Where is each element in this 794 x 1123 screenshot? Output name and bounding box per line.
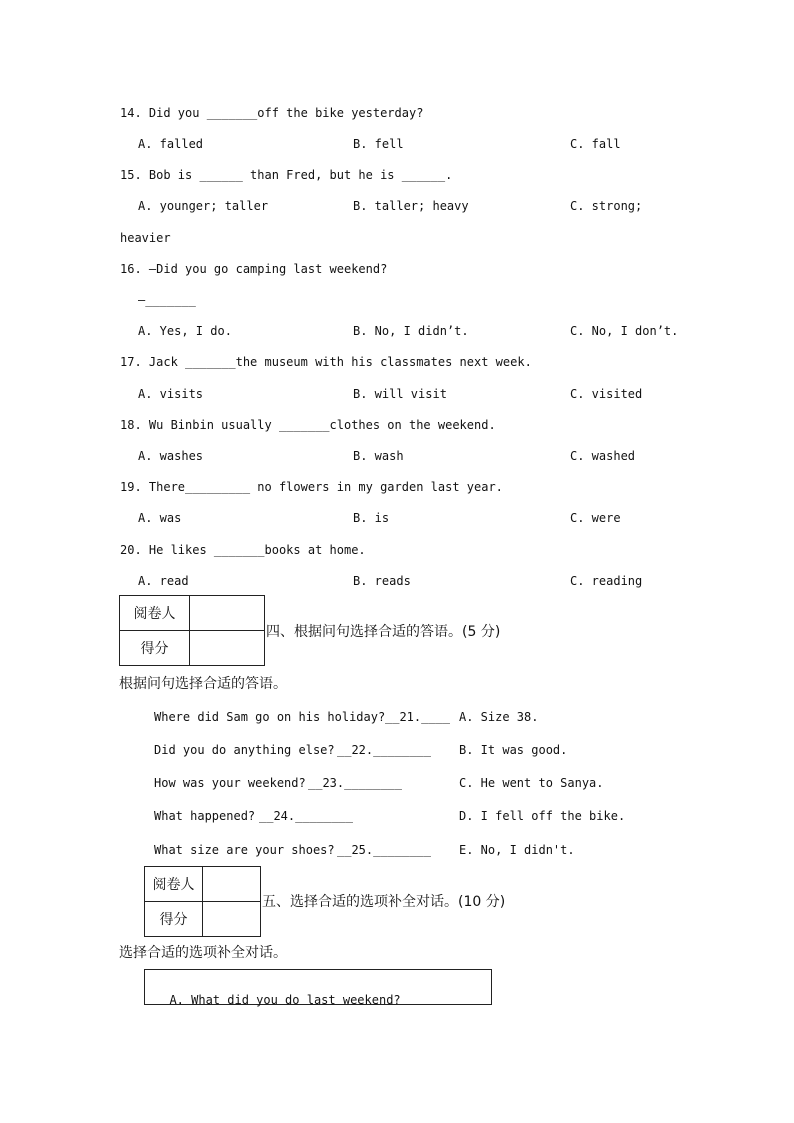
question-20-option-b: B. reads — [353, 574, 411, 588]
matching-answer-e: E. No, I didn't. — [459, 843, 575, 857]
section-4-score-table — [119, 595, 265, 666]
section-5-title: 五、选择合适的选项补全对话。(10 分) — [262, 894, 506, 910]
question-15-option-a: A. younger; taller — [138, 199, 269, 213]
grader-cell — [203, 867, 261, 902]
dialogue-option-a: A. What did you do last weekend? — [169, 993, 401, 1007]
question-16-option-b: B. No, I didn’t. — [353, 324, 469, 338]
question-15-option-b: B. taller; heavy — [353, 199, 469, 213]
question-17-option-a: A. visits — [138, 387, 204, 401]
question-15-option-c: C. strong; — [570, 199, 643, 213]
matching-answer-c: C. He went to Sanya. — [459, 776, 604, 790]
matching-answer-d: D. I fell off the bike. — [459, 809, 626, 823]
matching-blank-23: __23.________ — [308, 776, 402, 790]
question-18-option-c: C. washed — [570, 449, 636, 463]
question-16-option-c: C. No, I don’t. — [570, 324, 679, 338]
question-14-option-a: A. falled — [138, 137, 204, 151]
question-17-stem: 17. Jack _______the museum with his classmates next week. — [120, 355, 532, 369]
question-14-option-c: C. fall — [570, 137, 621, 151]
question-15-option-c-continued: heavier — [120, 231, 171, 245]
score-label: 得分 — [145, 902, 203, 937]
matching-blank-24: __24.________ — [259, 809, 353, 823]
question-19-option-b: B. is — [353, 511, 390, 525]
grader-cell — [190, 596, 265, 631]
question-19-option-c: C. were — [570, 511, 621, 525]
question-18-option-a: A. washes — [138, 449, 204, 463]
matching-question-25: What size are your shoes? — [154, 843, 335, 857]
question-20-option-c: C. reading — [570, 574, 643, 588]
question-18-option-b: B. wash — [353, 449, 404, 463]
question-14-stem: 14. Did you _______off the bike yesterday? — [120, 106, 424, 120]
question-15-stem: 15. Bob is ______ than Fred, but he is ______. — [120, 168, 453, 182]
section-4-title: 四、根据问句选择合适的答语。(5 分) — [266, 624, 501, 640]
question-16-answer-blank: —_______ — [138, 293, 196, 307]
matching-question-22: Did you do anything else? — [154, 743, 335, 757]
question-19-option-a: A. was — [138, 511, 182, 525]
grader-label: 阅卷人 — [120, 596, 190, 631]
question-14-option-b: B. fell — [353, 137, 404, 151]
matching-answer-b: B. It was good. — [459, 743, 568, 757]
question-19-stem: 19. There_________ no flowers in my garden last year. — [120, 480, 503, 494]
score-cell — [203, 902, 261, 937]
section-5-instruction: 选择合适的选项补全对话。 — [119, 945, 287, 961]
question-20-option-a: A. read — [138, 574, 189, 588]
question-16-stem: 16. —Did you go camping last weekend? — [120, 262, 388, 276]
question-17-option-b: B. will visit — [353, 387, 447, 401]
section-4-instruction: 根据问句选择合适的答语。 — [119, 676, 287, 692]
grader-label: 阅卷人 — [145, 867, 203, 902]
matching-blank-25: __25.________ — [337, 843, 431, 857]
matching-question-21: Where did Sam go on his holiday? — [154, 710, 386, 724]
question-17-option-c: C. visited — [570, 387, 643, 401]
matching-question-23: How was your weekend? — [154, 776, 306, 790]
question-18-stem: 18. Wu Binbin usually _______clothes on the weekend. — [120, 418, 496, 432]
score-label: 得分 — [120, 631, 190, 666]
question-20-stem: 20. He likes _______books at home. — [120, 543, 366, 557]
matching-blank-22: __22.________ — [337, 743, 431, 757]
question-16-option-a: A. Yes, I do. — [138, 324, 232, 338]
option-box — [144, 969, 492, 1005]
matching-blank-21: __21.____ — [385, 710, 451, 724]
section-5-score-table — [144, 866, 261, 937]
matching-answer-a: A. Size 38. — [459, 710, 539, 724]
matching-question-24: What happened? — [154, 809, 256, 823]
score-cell — [190, 631, 265, 666]
